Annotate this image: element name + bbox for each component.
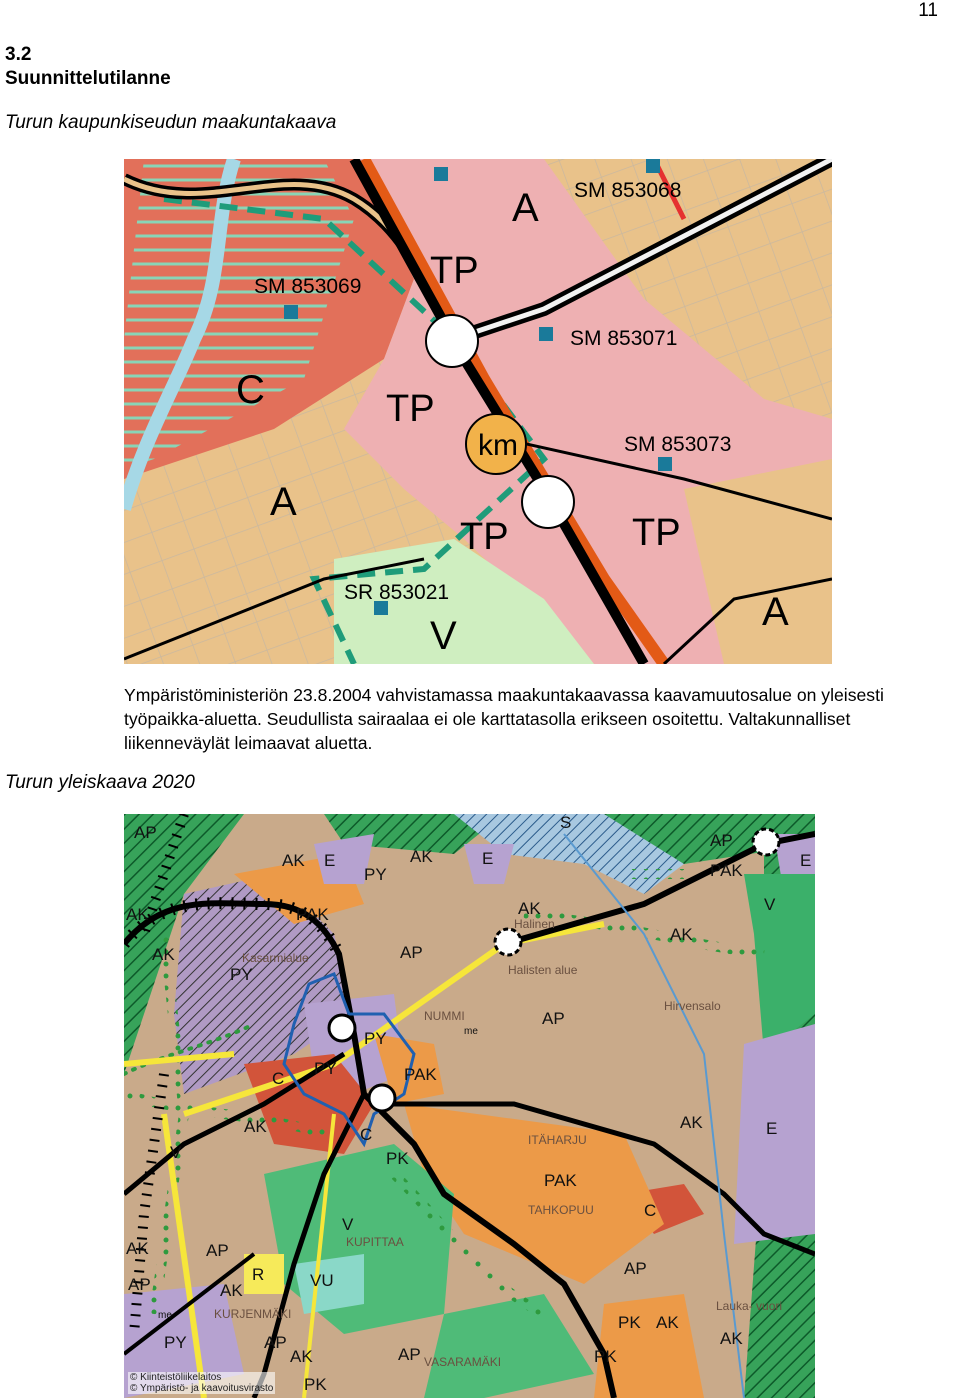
map1-label-km: km	[478, 429, 518, 462]
map2-label-pak-4: PAK	[544, 1171, 577, 1190]
map2-place-tahkoniemi: TAHKOPUU	[528, 1203, 594, 1217]
map2-place-halinen: Halinen	[514, 917, 555, 931]
map1-label-a-top: A	[512, 186, 539, 230]
map2-place-itaharju: ITÄHARJU	[528, 1133, 587, 1147]
map2-label-pk-3: PK	[594, 1347, 617, 1366]
map2-label-ap-2: AP	[710, 831, 733, 850]
map2-label-py-3: PY	[364, 1029, 387, 1048]
map2-label-ak-13: AK	[720, 1329, 743, 1348]
map2-label-py-2: PY	[230, 965, 253, 984]
map1-label-sm-853073: SM 853073	[624, 433, 732, 456]
map2-label-v-3: V	[342, 1215, 354, 1234]
map1-label-sr-853021: SR 853021	[344, 581, 450, 604]
map2-label-c-1: C	[272, 1069, 285, 1088]
map2-place-halinen-alue: Halisten alue	[508, 963, 578, 977]
map2-label-c-2: C	[360, 1125, 373, 1144]
section-number: 3.2	[5, 44, 32, 65]
map2-label-ap-5: AP	[206, 1241, 229, 1260]
map2-credits	[128, 1372, 275, 1394]
map2-label-me-2: me	[158, 1310, 172, 1321]
map2-label-ak-8: AK	[680, 1113, 703, 1132]
map2-label-ap-9: AP	[264, 1333, 287, 1352]
map2-label-ap-4: AP	[542, 1009, 565, 1028]
regional-plan-map	[124, 159, 832, 664]
map2-label-pak-2: PAK	[296, 905, 329, 924]
map2-label-ak-1: AK	[282, 851, 305, 870]
map2-label-e-4: E	[766, 1119, 778, 1138]
map2-label-ak-4: AK	[518, 899, 541, 918]
map1-label-sm-853069: SM 853069	[254, 275, 362, 298]
map2-label-ak-7: AK	[244, 1117, 267, 1136]
map2-label-ak-2: AK	[410, 847, 433, 866]
map2-label-pk-2: PK	[618, 1313, 641, 1332]
map2-label-pk-1: PK	[386, 1149, 409, 1168]
subheading-master-plan: Turun yleiskaava 2020	[5, 772, 195, 793]
map2-place-kurjenmaki: KURJENMÄKI	[214, 1307, 292, 1321]
map2-label-e-1: E	[324, 851, 336, 870]
map2-label-pk-4: PK	[304, 1375, 327, 1394]
map2-label-ak-3: AK	[126, 905, 149, 924]
map2-label-vu: VU	[310, 1271, 334, 1290]
map2-place-nummi: NUMMI	[424, 1009, 465, 1023]
map2-label-py-4: PY	[314, 1059, 337, 1078]
page-number: 11	[918, 0, 938, 21]
map1-label-sm-853068: SM 853068	[574, 179, 682, 202]
map1-caption: Ympäristöministeriön 23.8.2004 vahvistamassa maakuntakaavassa kaavamuutosalue on yleisesti työpaikka-aluetta. Seudullista sairaalaa ei ole karttatasolla erikseen osoitettu. Valtakunnalliset liikenneväylät leimaavat aluetta.	[124, 685, 884, 753]
map1-label-tp-2: TP	[386, 388, 435, 430]
map2-label-r: R	[252, 1265, 265, 1284]
map2-label-ak-9: AK	[126, 1239, 149, 1258]
map2-label-e-2: E	[482, 849, 494, 868]
map2-label-ak-12: AK	[656, 1313, 679, 1332]
map2-label-e-3: E	[800, 851, 812, 870]
map1-label-tp-3: TP	[460, 516, 509, 558]
map2-label-c-3: C	[644, 1201, 657, 1220]
map2-credit-1: © Kiinteistöliikelaitos	[130, 1372, 222, 1383]
map2-label-ap-6: AP	[624, 1259, 647, 1278]
map1-label-a-right: A	[762, 590, 789, 634]
map2-label-ap-8: AP	[398, 1345, 421, 1364]
map2-label-py-5: PY	[164, 1333, 187, 1352]
map2-place-kasarmialue: Kasarmialue	[242, 951, 309, 965]
map1-label-a-left: A	[270, 480, 297, 524]
map2-label-ak-6: AK	[670, 925, 693, 944]
map2-credit-2: © Ympäristö- ja kaavoitusvirasto	[130, 1383, 274, 1394]
map1-label-tp-1: TP	[430, 250, 479, 292]
map2-place-hirvensalo: Hirvensalo	[664, 999, 721, 1013]
section-title: Suunnittelutilanne	[5, 68, 171, 89]
map2-label-ap-3: AP	[400, 943, 423, 962]
map2-label-ak-5: AK	[152, 945, 175, 964]
map2-label-ak-10: AK	[220, 1281, 243, 1300]
map2-label-v-2: V	[170, 1143, 182, 1162]
map2-label-ap-7: AP	[128, 1275, 151, 1294]
map2-label-s: S	[560, 814, 572, 832]
map2-label-pak-1: PAK	[710, 861, 743, 880]
map1-label-c: C	[236, 368, 265, 412]
map2-label-pak-3: PAK	[404, 1065, 437, 1084]
subheading-regional-plan: Turun kaupunkiseudun maakuntakaava	[5, 112, 337, 133]
master-plan-map	[124, 814, 815, 1398]
map2-label-me-1: me	[464, 1026, 478, 1037]
map2-place-lauka-vuori: Lauka- vuori	[716, 1299, 783, 1313]
map1-label-v: V	[430, 614, 457, 658]
map2-place-vasaramaki: VASARAMÄKI	[424, 1355, 502, 1369]
map2-label-ak-11: AK	[290, 1347, 313, 1366]
map2-place-kupittaa: KUPITTAA	[346, 1235, 404, 1249]
map1-label-tp-4: TP	[632, 512, 681, 554]
map2-label-v-1: V	[764, 895, 776, 914]
map2-label-py-1: PY	[364, 865, 387, 884]
map2-label-ap-1: AP	[134, 823, 157, 842]
map1-label-sm-853071: SM 853071	[570, 327, 678, 350]
